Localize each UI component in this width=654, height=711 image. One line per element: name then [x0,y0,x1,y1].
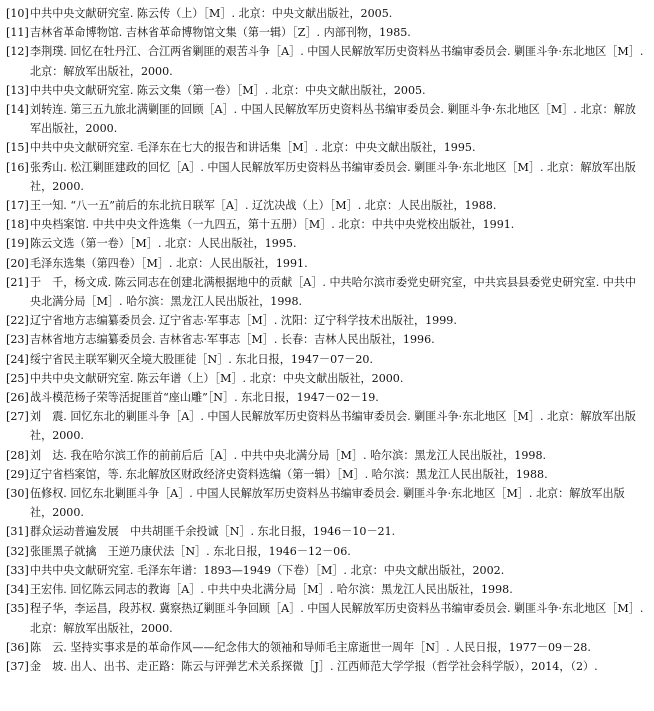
reference-item [6,42,648,80]
reference-text: 陈 云. 坚持实事求是的革命作风——纪念伟大的领袖和导师毛主席逝世一周年［N］. 人民日报，1977－09－28. [30,640,591,654]
reference-number: [13] [6,83,29,97]
reference-item [6,100,648,138]
reference-text: 吉林省革命博物馆. 吉林省革命博物馆文集（第一辑）［Z］. 内部刊物，1985. [30,26,411,40]
reference-text: 中共中央文献研究室. 毛泽东年谱：1893—1949（下卷）［M］. 北京：中央文献出版社，2002. [30,563,505,577]
reference-item [6,388,648,407]
reference-text: 绥宁省民主联军剿灭全境大股匪徒［N］. 东北日报，1947－07－20. [30,352,374,366]
reference-item [6,407,648,445]
reference-text: 张秀山. 松江剿匪建政的回忆［A］. 中国人民解放军历史资料丛书编审委员会. 剿匪斗争·东北地区［M］. 北京：解放军出版社，2000. [30,160,636,193]
reference-number: [22] [6,314,29,328]
reference-number: [10] [6,7,29,20]
reference-item [6,215,648,234]
reference-text: 中共中央文献研究室. 陈云年谱（上）［M］. 北京：中央文献出版社，2000. [30,371,404,385]
reference-number: [19] [6,237,29,251]
reference-item [6,484,648,522]
reference-text: 吉林省地方志编纂委员会. 吉林省志·军事志［M］. 长春：吉林人民出版社，1996. [30,333,435,347]
reference-text: 中央档案馆. 中共中央文件选集（一九四五，第十五册）［M］. 北京：中共中央党校出版社，1991. [30,218,515,232]
reference-item [6,234,648,253]
reference-number: [15] [6,141,29,155]
reference-text: 张匪黑子就擒 王逆乃康伏法［N］. 东北日报，1946－12－06. [30,544,351,558]
reference-item [6,311,648,330]
reference-item [6,350,648,369]
reference-number: [14] [6,103,29,117]
reference-number: [12] [6,45,29,59]
reference-number: [36] [6,640,29,654]
reference-number: [16] [6,160,29,174]
reference-text: 伍修权. 回忆东北剿匪斗争［A］. 中国人民解放军历史资料丛书编审委员会. 剿匪斗争·东北地区［M］. 北京：解放军出版社，2000. [30,487,625,520]
reference-item [6,580,648,599]
reference-item [6,330,648,349]
reference-number: [30] [6,487,29,501]
reference-text: 群众运动普遍发展 中共胡匪千余投诚［N］. 东北日报，1946－10－21. [30,525,396,539]
reference-item [6,599,648,637]
reference-item [6,561,648,580]
reference-text: 程子华，李运昌，段苏权. 冀察热辽剿匪斗争回顾［A］. 中国人民解放军历史资料丛书编审委员会. 剿匪斗争·东北地区［M］. 北京：解放军出版社，2000. [30,602,644,635]
reference-text: 陈云文选（第一卷）［M］. 北京：人民出版社，1995. [30,237,297,251]
reference-number: [35] [6,602,29,616]
reference-text: 李荆璞. 回忆在牡丹江、合江两省剿匪的艰苦斗争［A］. 中国人民解放军历史资料丛书编审委员会. 剿匪斗争·东北地区［M］. 北京：解放军出版社，2000. [30,45,644,78]
reference-item [6,81,648,100]
reference-item [6,4,648,23]
reference-number: [17] [6,199,29,213]
reference-item [6,446,648,465]
reference-text: 于 千，杨文成. 陈云同志在创建北满根据地中的贡献［A］. 中共哈尔滨市委党史研究室，中共宾县县委党史研究室. 中共中央北满分局［M］. 哈尔滨：黑龙江人民出版社，1998. [30,275,637,309]
reference-text: 辽宁省地方志编纂委员会. 辽宁省志·军事志［M］. 沈阳：辽宁科学技术出版社，1999. [30,314,457,328]
reference-text: 战斗模范杨子荣等活捉匪首“座山雕”［N］. 东北日报，1947－02－19. [30,391,379,405]
reference-item [6,158,648,196]
reference-number: [24] [6,352,29,366]
reference-number: [18] [6,218,29,232]
reference-text: 王一知. “八一五”前后的东北抗日联军［A］. 辽沈决战（上）［M］. 北京：人民出版社，1988. [30,199,497,213]
reference-text: 刘转连. 第三五九旅北满剿匪的回顾［A］. 中国人民解放军历史资料丛书编审委员会. 剿匪斗争·东北地区［M］. 北京：解放军出版社，2000. [30,103,636,136]
reference-item [6,254,648,273]
reference-number: [37] [6,659,29,673]
reference-text: 中共中央文献研究室. 陈云传（上）［M］. 北京：中央文献出版社，2005. [30,7,393,20]
reference-text: 辽宁省档案馆，等. 东北解放区财政经济史资料选编（第一辑）［M］. 哈尔滨：黑龙江人民出版社，1988. [30,467,548,481]
reference-item [6,522,648,541]
reference-number: [29] [6,467,29,481]
reference-number: [33] [6,563,29,577]
reference-number: [31] [6,525,29,539]
reference-item [6,273,648,311]
reference-text: 中共中央文献研究室. 陈云文集（第一卷）［M］. 北京：中央文献出版社，2005. [30,83,426,97]
reference-item [6,542,648,561]
reference-text: 金 坡. 出人、出书、走正路：陈云与评弹艺术关系探微［J］. 江西师范大学学报（哲学社会科学版），2014，（2）. [30,659,598,673]
reference-text: 王宏伟. 回忆陈云同志的教诲［A］. 中共中央北满分局［M］. 哈尔滨：黑龙江人民出版社，1998. [30,583,513,597]
reference-number: [32] [6,544,29,558]
reference-item [6,465,648,484]
reference-item [6,638,648,657]
reference-text: 中共中央文献研究室. 毛泽东在七大的报告和讲话集［M］. 北京：中央文献出版社，1995. [30,141,476,155]
reference-number: [25] [6,371,29,385]
reference-number: [34] [6,583,29,597]
reference-number: [20] [6,256,29,270]
reference-number: [23] [6,333,29,347]
reference-item [6,23,648,42]
reference-number: [27] [6,410,29,424]
reference-number: [21] [6,275,29,289]
reference-number: [26] [6,391,29,405]
reference-number: [11] [6,26,29,40]
reference-item [6,657,648,676]
reference-text: 刘 震. 回忆东北的剿匪斗争［A］. 中国人民解放军历史资料丛书编审委员会. 剿匪斗争·东北地区［M］. 北京：解放军出版社，2000. [30,410,636,443]
reference-text: 刘 达. 我在哈尔滨工作的前前后后［A］. 中共中央北满分局［M］. 哈尔滨：黑龙江人民出版社，1998. [30,448,547,462]
reference-text: 毛泽东选集（第四卷）［M］. 北京：人民出版社，1991. [30,256,308,270]
reference-item [6,138,648,157]
reference-item [6,369,648,388]
reference-number: [28] [6,448,29,462]
reference-item [6,196,648,215]
